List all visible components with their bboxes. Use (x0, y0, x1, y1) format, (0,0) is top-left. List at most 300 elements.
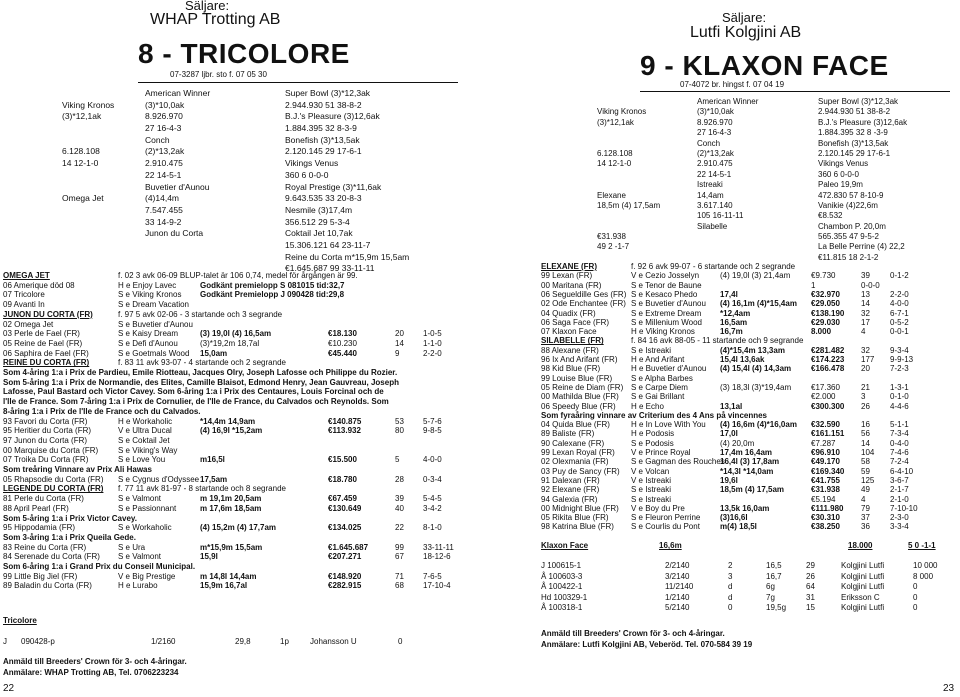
body-cell-c2: S e Carpe Diem (631, 382, 688, 392)
body-cell-c2: V e Ultra Ducal (118, 426, 172, 436)
body-cell-c4: 1 (811, 280, 816, 290)
body-cell-c6: 2-2-0 (890, 289, 909, 299)
summary-cell: 15 (806, 603, 815, 612)
pedigree-line (597, 211, 660, 221)
body-cell-t: 05 Rikita Blue (FR) (541, 513, 609, 523)
pedigree-line: Vikings Venus (285, 158, 339, 169)
pedigree-line (62, 88, 114, 100)
pedigree-line: 3.617.140 (697, 200, 733, 210)
pedigree-line: Bonefish (3)*13,5ak (285, 134, 360, 145)
body-cell-t: 07 Troika Du Corta (FR) (3, 455, 89, 465)
body-cell-c3: 13,1al (720, 401, 743, 411)
body-cell-c4: €96.910 (811, 448, 840, 457)
body-cell-c3: (3)*19,2m 18,7al (200, 338, 260, 348)
body-cell-c4: €5.194 (811, 494, 836, 504)
pedigree-line: 9.643.535 33 20-8-3 (285, 193, 362, 204)
body-cell-c3: (4) 19,0l (3) 21,4am (720, 271, 791, 281)
pedigree-line: Bonefish (3)*13,5ak (818, 138, 889, 148)
body-cell-c4: €31.938 (811, 485, 840, 495)
body-cell-c2: S e Gagman des Rouches (631, 457, 725, 467)
body-cell-c5: 177 (861, 355, 875, 364)
body-cell-c3: *14,4m 14,9am (200, 416, 256, 426)
right-page-number: 23 (943, 683, 955, 694)
summary-cell: 0 (913, 582, 918, 591)
pedigree-line: 565.355 47 9-5-2 (818, 232, 879, 242)
pedigree-line: 14,4am (697, 190, 724, 200)
body-cell-c3: Godkänt Premielopp J 090428 tid:29,8 (200, 290, 345, 300)
pedigree-line: 2.910.475 (697, 159, 733, 169)
body-cell-t: 99 Little Big Jiel (FR) (3, 571, 78, 581)
left-seller-label: Säljare: (185, 0, 230, 13)
right-pedigree-col1 (597, 97, 660, 253)
body-cell-c5: 99 (395, 542, 404, 552)
body-cell-t: 96 Ix And Arifant (FR) (541, 355, 618, 364)
body-cell-c5: 20 (395, 329, 404, 339)
body-cell-c5: 125 (861, 475, 875, 485)
body-cell-c5: 4 (861, 327, 866, 337)
body-cell-c4: €130.649 (328, 503, 362, 513)
pedigree-line: 2.120.145 29 17-6-1 (285, 146, 362, 157)
body-cell-c3: *12,4am (720, 308, 751, 318)
body-cell-c3: m*15,9m 15,5am (200, 542, 263, 552)
body-cell-c6: 7-4-6 (890, 448, 909, 457)
body-cell-c4: €29.050 (811, 299, 840, 309)
pedigree-line: (3)*10,0ak (697, 107, 734, 117)
left-pedigree-col3 (285, 88, 409, 275)
summary-cell: 8 000 (913, 571, 934, 581)
body-cell-c5: 14 (861, 299, 870, 309)
body-cell-c2: S e Istreaki (631, 494, 672, 504)
right-summary-head-2: 18.000 (848, 541, 873, 550)
summary-cell: 0 (913, 603, 918, 612)
body-cell-t: 02 Olexmania (FR) (541, 457, 609, 467)
body-cell-c2: H e Buvetier d'Aunou (631, 364, 707, 374)
body-cell-t: 90 Calexane (FR) (541, 438, 605, 448)
right-lot-subtitle: 07-4072 br. hingst f. 07 04 19 (680, 80, 785, 89)
summary-cell: 31 (806, 592, 815, 602)
pedigree-line: Silabelle (697, 221, 728, 231)
body-cell-c3: (3) 18,3l (3)*19,4am (720, 382, 792, 392)
body-cell-c3: Godkänt premielopp S 081015 tid:32,7 (200, 280, 345, 290)
left-seller-name: WHAP Trotting AB (150, 11, 281, 28)
body-cell-c2: S e Love You (118, 455, 166, 465)
body-cell-c3: 15,4l 13,6ak (720, 355, 765, 364)
pedigree-line: 2.944.930 51 38-8-2 (818, 107, 891, 117)
body-cell-c6: 2-1-7 (890, 485, 909, 495)
pedigree-line: (2)*13,2ak (697, 148, 734, 158)
summary-cell: 7g (766, 592, 775, 602)
body-cell-c5: 0-0-0 (861, 280, 880, 290)
body-cell-c2: V e Cezio Josselyn (631, 271, 700, 281)
body-cell-t: 84 Serenade du Corta (FR) (3, 552, 100, 562)
right-summary-title: Klaxon Face (541, 541, 589, 550)
pedigree-line: Royal Prestige (3)*11,6ak (285, 181, 382, 192)
pedigree-line: €11.815 18 2-1-2 (818, 252, 879, 262)
pedigree-line: 14 12-1-0 (62, 158, 99, 169)
body-cell-c4: €9.730 (811, 271, 836, 281)
summary-cell: 16,5 (766, 561, 782, 570)
body-cell-c2: f. 84 16 avk 88-05 - 11 startande och 9 segrande (631, 336, 804, 346)
body-cell-c5: 9 (395, 348, 400, 358)
summary-cell: Eriksson C (841, 592, 880, 602)
body-cell-c2: S e Istreaki (631, 345, 672, 355)
body-cell-c2: V e Big Prestige (118, 571, 176, 581)
body-cell-c6: 2-1-0 (890, 494, 909, 504)
pedigree-line: Omega Jet (62, 193, 104, 204)
body-cell-c3: (4) 16,1m (4)*15,4am (720, 299, 797, 309)
body-cell-c4: €10.230 (328, 338, 357, 348)
pedigree-line: (4)14,4m (145, 193, 180, 204)
body-cell-c6: 3-3-4 (890, 522, 909, 532)
body-cell-t: l'Ile de France. Som 7-åring 1:a i Prix de Cornulier, de l'Ile de France, du Calvados och Reynolds. Som (3, 397, 389, 407)
body-cell-c3: 17,5am (200, 474, 228, 484)
body-cell-t: 05 Rhapsodie du Corta (FR) (3, 474, 104, 484)
body-cell-c2: H e Viking Kronos (631, 327, 695, 337)
summary-cell: Å 100318-1 (541, 603, 583, 612)
body-cell-c6: 3-4-2 (423, 503, 442, 513)
pedigree-line (597, 128, 660, 138)
body-cell-c6: 4-0-0 (423, 455, 442, 465)
body-cell-c6: 1-3-1 (890, 382, 909, 392)
body-cell-t: 88 Alexane (FR) (541, 345, 599, 355)
pedigree-line: 360 6 0-0-0 (818, 169, 859, 179)
right-summary-head-3: 5 0 -1-1 (908, 541, 936, 550)
body-cell-c4: €30.310 (811, 513, 840, 523)
summary-cell: 6g (766, 582, 775, 591)
right-summary-head-1: 16,6m (659, 541, 682, 550)
body-cell-c5: 56 (861, 429, 870, 439)
pedigree-line: €1.645.687 99 33-11-11 (285, 263, 375, 274)
pedigree-line: 18,5m (4) 17,5am (597, 200, 661, 210)
body-cell-c3: 15,9l (200, 552, 218, 562)
body-cell-c3: m 19,1m 20,5am (200, 494, 262, 504)
summary-cell: Kolgjini Lutfi (841, 582, 885, 591)
pedigree-line: (3)*10,0ak (145, 99, 185, 110)
body-cell-c6: 0-5-2 (890, 317, 909, 327)
body-cell-c4: €38.250 (811, 522, 840, 532)
pedigree-line: B.J.'s Pleasure (3)12,6ak (818, 117, 908, 127)
body-cell-c3: *14,3l *14,0am (720, 466, 774, 476)
pedigree-line: Conch (697, 138, 721, 148)
body-cell-t: Som 4-åring 1:a i Prix de Pardieu, Emile Riotteau, Jacques Olry, Joseph Lafosse och Philippe du Rozier. (3, 368, 398, 377)
body-cell-t: 07 Tricolore (3, 290, 45, 300)
pedigree-line: Vikings Venus (818, 159, 869, 169)
body-cell-t: Lafosse, Paul Bastard och Victor Cavey. Som 6-åring 1:a i Prix des Centaures, Louis Forcinal och de (3, 387, 384, 397)
body-cell-t: Som 3-åring 1:a i Prix Queila Gede. (3, 532, 136, 542)
pedigree-line: 8.926.970 (145, 111, 183, 122)
body-cell-c3: (4) 16,6m (4)*16,0am (720, 420, 797, 430)
body-cell-c4: €134.025 (328, 523, 362, 533)
pedigree-line: (3)*12,1ak (597, 117, 634, 127)
body-cell-t: 03 Puy de Sancy (FR) (541, 466, 620, 476)
pedigree-line: 6.128.108 (597, 148, 633, 158)
body-cell-t: 02 Ode Enchantee (FR) (541, 299, 626, 309)
body-cell-c5: 5 (395, 455, 400, 465)
left-lot-title: 8 - TRICOLORE (138, 38, 350, 69)
body-cell-c6: 9-3-4 (890, 345, 909, 355)
body-cell-c5: 36 (861, 522, 870, 532)
right-footer-1: Anmäld till Breeders' Crown för 3- och 4-åringar. (541, 629, 725, 638)
body-cell-c4: €281.482 (811, 345, 845, 355)
pedigree-line: (3)*12,1ak (62, 111, 102, 122)
body-cell-c3: 15,0am (200, 348, 228, 358)
pedigree-line: B.J.'s Pleasure (3)12,6ak (285, 111, 380, 122)
body-cell-c2: f. 83 11 avk 93-07 - 4 startande och 2 segrande (118, 358, 286, 368)
body-cell-c4: €138.190 (811, 308, 845, 318)
pedigree-line (597, 139, 660, 149)
body-cell-c3: 19,6l (720, 475, 738, 485)
body-cell-c6: 3-6-7 (890, 475, 909, 485)
body-cell-c3: 13,5k 16,0am (720, 503, 770, 513)
summary-cell: Kolgjini Lutfi (841, 571, 885, 581)
body-cell-c6: 17-10-4 (423, 581, 451, 591)
pedigree-line: Elexane (597, 190, 626, 200)
body-cell-c5: 58 (861, 457, 870, 467)
body-cell-c6: 2-2-0 (423, 348, 442, 358)
body-cell-c5: 3 (861, 392, 866, 402)
body-cell-t: 04 Quadix (FR) (541, 308, 596, 318)
summary-cell: J (3, 637, 7, 646)
body-cell-t: 00 Mathilda Blue (FR) (541, 392, 619, 402)
body-cell-c5: 4 (861, 494, 866, 504)
body-cell-c5: 13 (861, 289, 870, 299)
body-cell-c3: 16,5am (720, 317, 748, 327)
body-cell-t: 00 Maritana (FR) (541, 280, 602, 290)
body-cell-t: JUNON DU CORTA (FR) (3, 309, 93, 319)
right-pedigree-col2 (697, 97, 758, 232)
left-pedigree-col1 (62, 88, 114, 205)
body-cell-c2: V e Prince Royal (631, 448, 691, 457)
pedigree-line: Paleo 19,9m (818, 180, 863, 190)
body-cell-c5: 28 (395, 474, 404, 484)
body-cell-c4: €29.030 (811, 317, 840, 327)
body-cell-c6: 1-0-5 (423, 329, 442, 339)
body-cell-c6: 0-1-2 (890, 271, 909, 281)
pedigree-line: Istreaki (697, 180, 723, 190)
body-cell-c6: 1-1-0 (423, 338, 442, 348)
body-cell-c2: S e Viking's Way (118, 445, 178, 455)
body-cell-c4: €161.151 (811, 429, 845, 439)
pedigree-line: 1.884.395 32 8-3-9 (285, 123, 357, 134)
summary-cell: 11/2140 (665, 582, 694, 591)
body-cell-c5: 59 (861, 466, 870, 476)
body-cell-c3: 16,4l (3) 17,8am (720, 457, 780, 467)
summary-cell: 1/2140 (665, 592, 690, 602)
right-seller-label: Säljare: (722, 10, 767, 25)
body-cell-t: Som treåring Vinnare av Prix Ali Hawas (3, 465, 152, 474)
body-cell-c2: S e Kaisy Dream (118, 329, 179, 339)
pedigree-line (597, 180, 660, 190)
body-cell-t: 07 Klaxon Face (541, 327, 597, 337)
body-cell-c4: €18.780 (328, 474, 357, 484)
body-cell-c2: S e Millenium Wood (631, 317, 702, 327)
body-cell-c6: 9-9-13 (890, 355, 914, 364)
pedigree-line: 22 14-5-1 (145, 169, 182, 180)
summary-cell: 5/2140 (665, 603, 690, 612)
summary-cell: 19,5g (766, 603, 787, 612)
body-cell-t: 06 Speedy Blue (FR) (541, 401, 616, 411)
body-cell-c4: €18.130 (328, 329, 357, 339)
body-cell-c2: H e And Arifant (631, 355, 685, 364)
pedigree-line: 1.884.395 32 8 -3-9 (818, 128, 888, 138)
pedigree-line: Viking Kronos (62, 99, 115, 110)
body-cell-c2: H e Podosis (631, 429, 675, 439)
right-seller-name: Lutfi Kolgjini AB (690, 24, 802, 41)
body-cell-c5: 22 (395, 523, 404, 533)
body-cell-c5: 16 (861, 420, 870, 430)
body-cell-c4: €111.980 (811, 503, 844, 513)
body-cell-c6: 18-12-6 (423, 552, 451, 562)
pedigree-line: 33 14-9-2 (145, 216, 182, 227)
body-cell-c4: €49.170 (811, 457, 840, 467)
body-cell-t: 83 Reine du Corta (FR) (3, 542, 87, 552)
body-cell-c4: €32.590 (811, 420, 840, 430)
summary-cell: Hd 100329-1 (541, 592, 588, 602)
body-cell-c5: 67 (395, 552, 404, 562)
right-pedigree-col3 (818, 97, 907, 263)
body-cell-c4: €282.915 (328, 581, 362, 591)
body-cell-t: 04 Quida Blue (FR) (541, 420, 610, 430)
body-cell-t: Som 6-åring 1:a i Grand Prix du Conseil Municipal. (3, 562, 196, 571)
pedigree-line: €31.938 (597, 232, 626, 242)
body-cell-c6: 7-10-10 (890, 503, 918, 513)
body-cell-c6: 9-8-5 (423, 426, 442, 436)
body-cell-c2: S e Dream Vacation (118, 300, 189, 310)
body-cell-c5: 80 (395, 426, 404, 436)
body-cell-c4: €207.271 (328, 552, 362, 562)
body-cell-c3: 17,4l (720, 289, 738, 299)
pedigree-line: (2)*13,2ak (145, 146, 185, 157)
pedigree-line: 27 16-4-3 (145, 123, 182, 134)
pedigree-line: Vanikie (4)22,6m (818, 200, 878, 210)
body-cell-c2: H e In Love With You (631, 420, 706, 430)
body-cell-t: REINE DU CORTA (FR) (3, 358, 90, 368)
pedigree-line: Nesmile (3)17,4m (285, 204, 353, 215)
body-cell-c3: (4)*15,4m 13,3am (720, 345, 785, 355)
body-cell-c2: f. 77 11 avk 81-97 - 8 startande och 8 segrande (118, 484, 286, 494)
body-cell-c4: €32.970 (811, 289, 840, 299)
body-cell-c2: S e Coktail Jet (118, 435, 170, 445)
body-cell-c6: 0-0-1 (890, 327, 909, 337)
summary-cell: 0 (728, 603, 733, 612)
body-cell-c5: 37 (861, 513, 870, 523)
pedigree-line: 7.547.455 (145, 204, 183, 215)
summary-cell: 090428-p (21, 637, 55, 646)
body-cell-c4: €2.000 (811, 392, 836, 402)
body-cell-c2: S e Gai Brillant (631, 392, 685, 402)
body-cell-t: Som 5-åring 1:a i Prix Victor Cavey. (3, 513, 137, 523)
summary-cell: 3/2140 (665, 571, 690, 581)
pedigree-line: 49 2 -1-7 (597, 242, 630, 252)
body-cell-c4: €113.932 (328, 426, 361, 436)
body-cell-c3: 17,0l (720, 429, 738, 439)
body-cell-c3: (3) 19,0l (4) 16,5am (200, 329, 272, 339)
body-cell-t: 89 Baladin du Corta (FR) (3, 581, 92, 591)
summary-cell: Johansson U (310, 637, 357, 646)
summary-cell: 29 (806, 561, 815, 570)
body-cell-c4: €140.875 (328, 416, 362, 426)
summary-cell: J 100615-1 (541, 561, 582, 570)
body-cell-t: 03 Perle de Fael (FR) (3, 329, 80, 339)
body-cell-c6: 5-4-5 (423, 494, 442, 504)
pedigree-line: American Winner (145, 88, 211, 98)
pedigree-line: 2.944.930 51 38-8-2 (285, 99, 362, 110)
summary-cell: 0 (398, 637, 403, 646)
body-cell-c4: €148.920 (328, 571, 362, 581)
left-body (3, 271, 473, 591)
body-cell-c6: 6-7-1 (890, 308, 909, 318)
summary-cell: Å 100603-3 (541, 571, 583, 581)
summary-cell: 26 (806, 571, 815, 581)
body-cell-c6: 0-1-0 (890, 392, 909, 402)
body-cell-t: 95 Heritier du Corta (FR) (3, 426, 92, 436)
pedigree-line: 27 16-4-3 (697, 128, 732, 138)
body-cell-t: LEGENDE DU CORTA (FR) (3, 484, 104, 494)
pedigree-line: 15.306.121 64 23-11-7 (285, 239, 371, 250)
body-cell-t: 99 Lexan Royal (FR) (541, 448, 615, 457)
summary-cell: d (728, 582, 733, 591)
body-cell-c6: 0-4-0 (890, 438, 909, 448)
body-cell-t: ELEXANE (FR) (541, 262, 597, 271)
body-cell-t: 99 Louise Blue (FR) (541, 373, 613, 383)
summary-cell: Kolgjini Lutfi (841, 561, 885, 570)
body-cell-c6: 5-1-1 (890, 420, 909, 430)
body-cell-c6: 5-7-6 (423, 416, 442, 426)
body-cell-c3: m 17,6m 18,5am (200, 503, 262, 513)
body-cell-c5: 68 (395, 581, 404, 591)
body-cell-c2: S e Istreaki (631, 485, 672, 495)
body-cell-c2: S e Buvetier d'Aunou (631, 299, 706, 309)
body-cell-c5: 39 (861, 271, 870, 281)
body-cell-t: 91 Dalexan (FR) (541, 475, 600, 485)
body-cell-c3: (4) 15,4l (4) 14,3am (720, 364, 792, 374)
body-cell-t: 93 Favori du Corta (FR) (3, 416, 88, 426)
body-cell-c6: 33-11-11 (423, 542, 454, 552)
pedigree-line: Super Bowl (3)*12,3ak (285, 88, 371, 98)
body-cell-c4: €300.300 (811, 401, 845, 411)
body-cell-c6: 0-3-4 (423, 474, 442, 484)
body-cell-c5: 40 (395, 503, 404, 513)
body-cell-c6: 7-2-4 (890, 457, 909, 467)
right-footer-2: Anmälare: Lutfi Kolgjini AB, Veberöd. Tel. 070-584 39 19 (541, 640, 753, 649)
body-cell-c2: S e Passionnant (118, 503, 177, 513)
pedigree-line: 2.120.145 29 17-6-1 (818, 148, 891, 158)
summary-cell: 10 000 (913, 561, 938, 570)
body-cell-c2: S e Valmont (118, 494, 161, 504)
pedigree-line: 22 14-5-1 (697, 169, 732, 179)
body-cell-t: Som fyraåring vinnare av Criterium des 4 Ans på vincennes (541, 410, 768, 420)
summary-cell: 3 (728, 571, 733, 581)
body-cell-c2: S e Ura (118, 542, 146, 552)
body-cell-c6: 4-0-0 (890, 299, 909, 309)
pedigree-line: 2.910.475 (145, 158, 183, 169)
pedigree-line (597, 222, 660, 232)
body-cell-c5: 79 (861, 503, 870, 513)
pedigree-line: Viking Kronos (597, 107, 647, 117)
body-cell-c6: 8-1-0 (423, 523, 442, 533)
summary-cell: Kolgjini Lutfi (841, 603, 885, 612)
pedigree-line: 14 12-1-0 (597, 159, 632, 169)
body-cell-c2: f. 02 3 avk 06-09 BLUP-talet är 106 0,74, medel för årgången är 99. (118, 271, 358, 280)
body-cell-c2: S e Extreme Dream (631, 308, 702, 318)
body-cell-c2: S e Valmont (118, 552, 161, 562)
body-cell-c2: S e Buvetier d'Aunou (118, 319, 193, 329)
summary-cell: d (728, 592, 733, 602)
right-title-rule (640, 91, 950, 92)
body-cell-t: 81 Perle du Corta (FR) (3, 494, 84, 504)
body-cell-c3: 15,9m 16,7al (200, 581, 248, 591)
body-cell-t: 94 Galexia (FR) (541, 494, 598, 504)
